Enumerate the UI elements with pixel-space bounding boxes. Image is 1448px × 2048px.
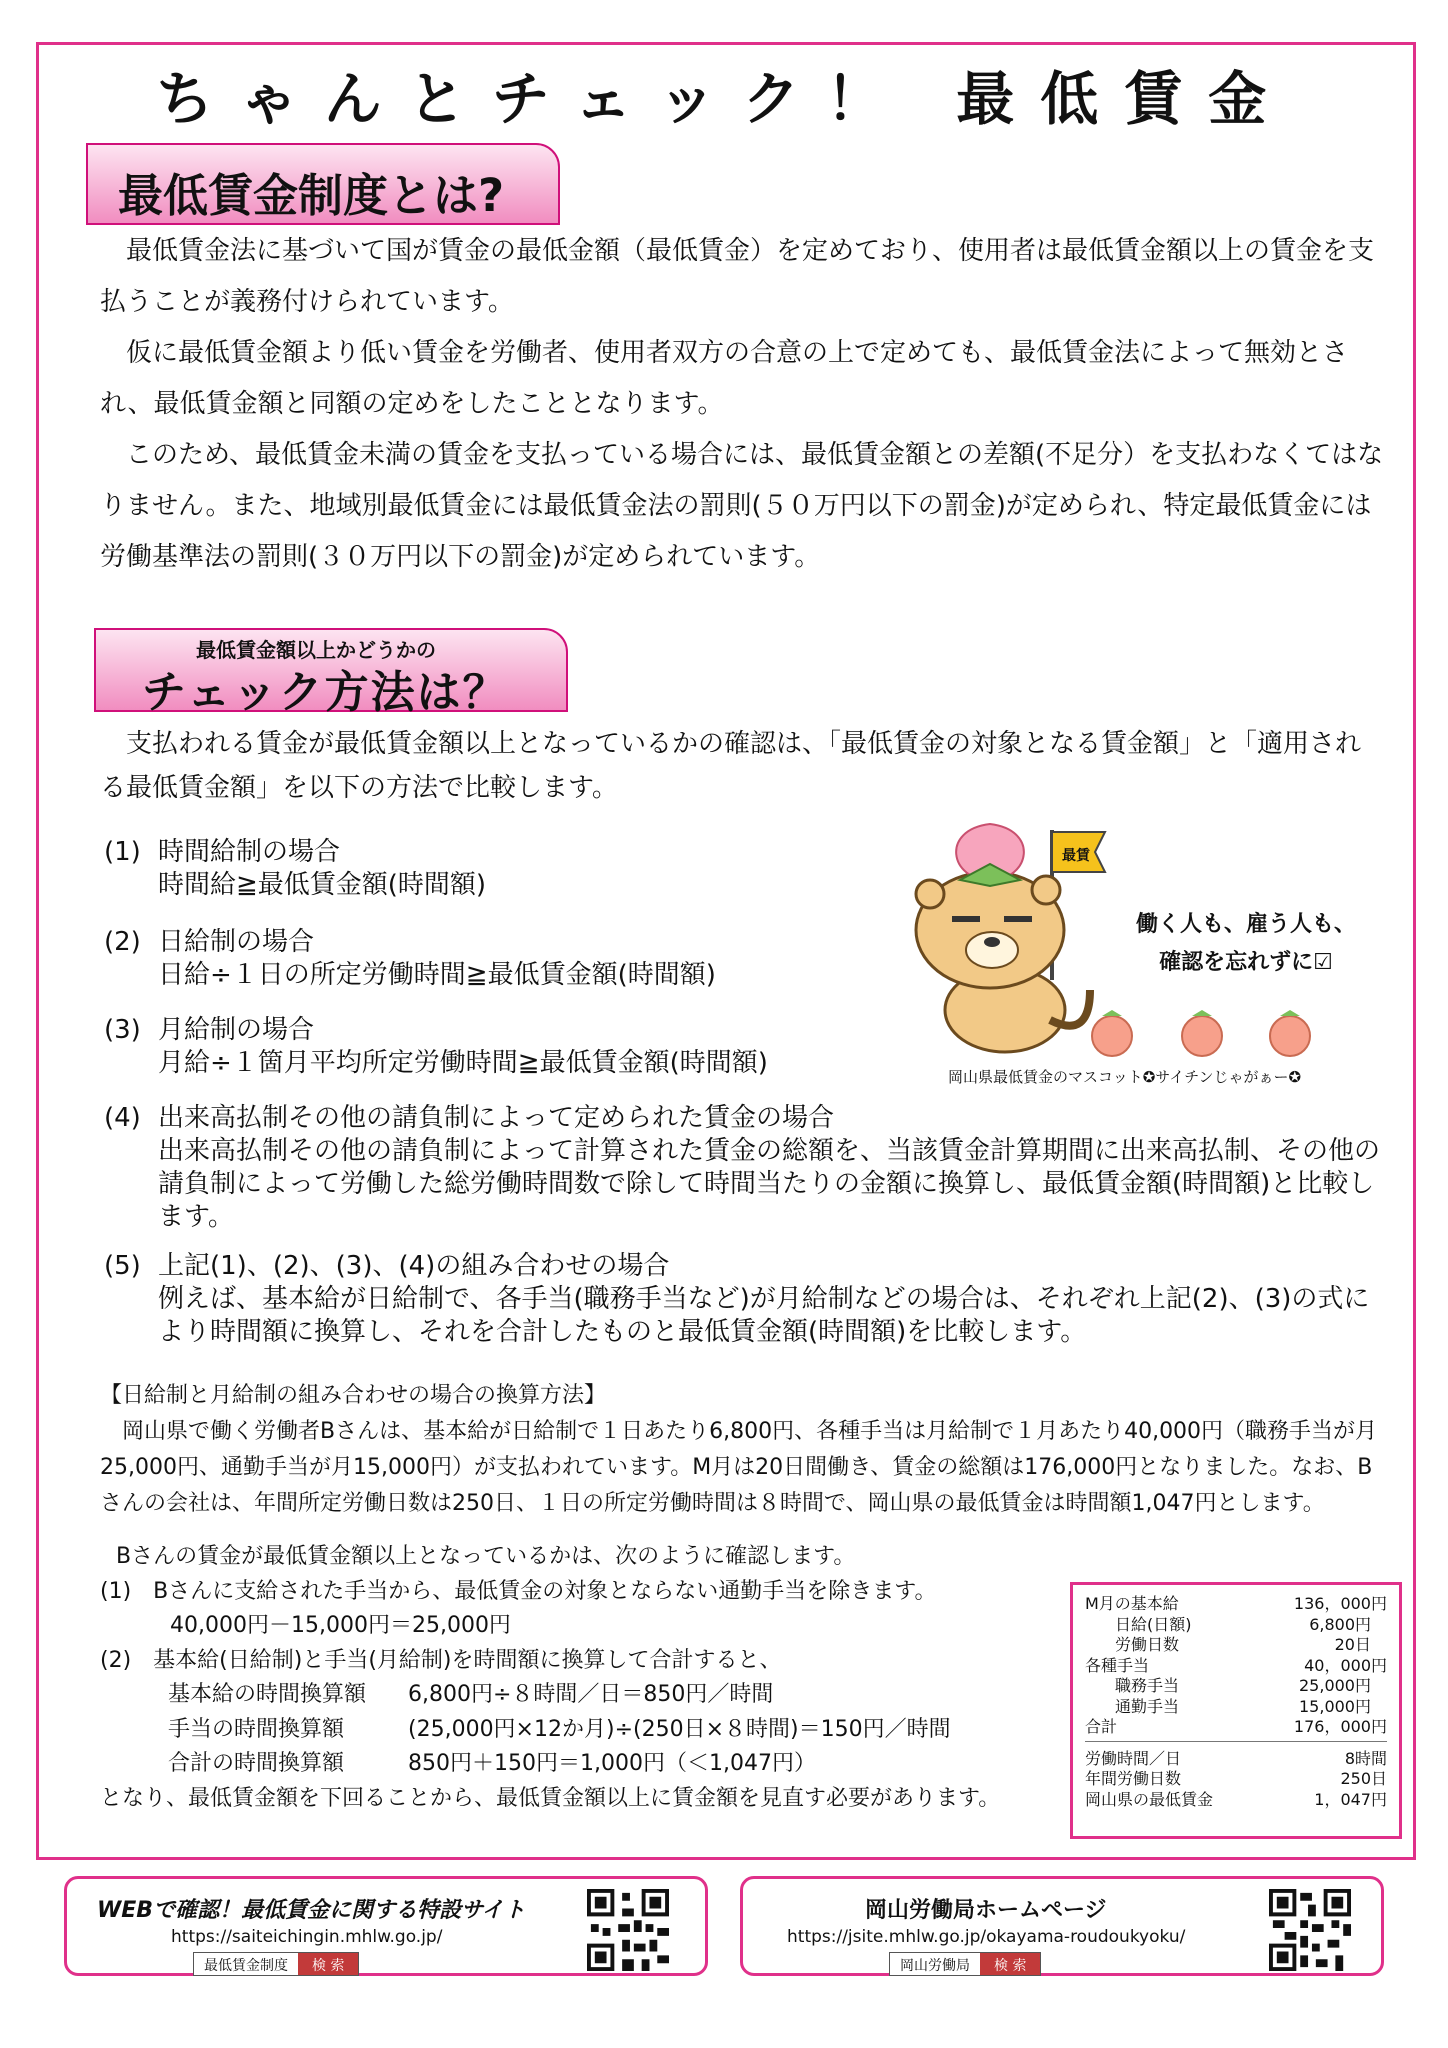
summary-row: [1085, 1632, 1387, 1653]
section2-intro-text: 支払われる賃金が最低賃金額以上となっているかの確認は、「最低賃金の対象となる賃金額」と「適用される最低賃金額」を以下の方法で比較します。: [100, 729, 1362, 803]
summary-row: [1085, 1714, 1387, 1735]
calc-value: 850円＋150円＝1,000円（＜1,047円）: [408, 1751, 816, 1776]
summary-row: [1085, 1673, 1387, 1694]
link-url[interactable]: https://saiteichingin.mhlw.go.jp/: [171, 1927, 443, 1947]
roudoukyoku-link-box[interactable]: [740, 1876, 1384, 1976]
item-body: 例えば、基本給が日給制で、各手当(職務手当など)が月給制などの場合は、それぞれ上記(2)、(3)の式により時間額に換算し、それを合計したものと最低賃金額(時間額)を比較します。: [158, 1284, 1370, 1347]
mascot-caption: 岡山県最低賃金のマスコット✪サイチンじゃがぁー✪: [948, 1068, 1302, 1086]
summary-row: [1085, 1653, 1387, 1674]
item-title: 上記(1)、(2)、(3)、(4)の組み合わせの場合: [158, 1251, 670, 1281]
summary-row: [1085, 1612, 1387, 1633]
summary-value: 1，047円: [1314, 1789, 1387, 1809]
summary-key: M月の基本給: [1085, 1594, 1179, 1613]
special-site-link-box[interactable]: [64, 1876, 708, 1976]
step-2-row: [100, 1747, 1080, 1782]
method-item-2: [104, 926, 716, 992]
summary-row: [1085, 1694, 1387, 1715]
example-lead: Bさんの賃金が最低賃金額以上となっているかは、次のように確認します。: [116, 1544, 856, 1569]
summary-row: [1085, 1746, 1387, 1767]
mascot-phrase-line: 働く人も、雇う人も、: [1136, 912, 1357, 937]
search-box[interactable]: [889, 1952, 1041, 1976]
calc-value: 6,800円÷８時間／日＝850円／時間: [408, 1682, 774, 1707]
item-number: (5): [104, 1251, 141, 1281]
method-item-4: [104, 1102, 1384, 1234]
link-title: WEBで確認！最低賃金に関する特設サイト: [97, 1898, 526, 1923]
summary-key: 岡山県の最低賃金: [1085, 1789, 1214, 1809]
section1-paragraph: 最低賃金法に基づいて国が賃金の最低金額（最低賃金）を定めており、使用者は最低賃金額以上の賃金を支払うことが義務付けられています。: [100, 236, 1375, 317]
mascot-illustration: [900, 820, 1360, 1090]
calc-value: (25,000円×12か月)÷(250日×８時間)＝150円／時間: [408, 1716, 951, 1742]
item-body: 出来高払制その他の請負制によって計算された賃金の総額を、当該賃金計算期間に出来高払制、その他の請負制によって労働した総労働時間数で除して時間当たりの金額に換算し、最低賃金額(時間額)と比較します。: [158, 1136, 1381, 1232]
summary-divider: [1085, 1741, 1387, 1742]
example-steps: [100, 1540, 1080, 1816]
summary-key: 日給(日額): [1115, 1614, 1192, 1634]
summary-value: 20日: [1334, 1635, 1371, 1654]
item-title: 時間給制の場合: [158, 837, 341, 867]
summary-key: 各種手当: [1085, 1655, 1150, 1675]
step-1-calc: 40,000円－15,000円＝25,000円: [170, 1613, 511, 1638]
section1-heading: 最低賃金制度とは?: [86, 143, 560, 225]
example-text: 岡山県で働く労働者Bさんは、基本給が日給制で１日あたり6,800円、各種手当は月給制で１月あたり40,000円（職務手当が月25,000円、通勤手当が月15,000円）が支払われています。M月は20日間働き、賃金の総額は176,000円となりました。なお、Bさんの会社は、年間所定労働日数は250日、１日の所定労働時間は８時間で、岡山県の最低賃金は時間額1,047円とします。: [100, 1419, 1378, 1516]
item-body: 時間給≧最低賃金額(時間額): [158, 870, 487, 900]
summary-value: 25,000円: [1299, 1676, 1371, 1695]
search-query: 岡山労働局: [890, 1953, 980, 1975]
qr-code-icon: [587, 1889, 669, 1971]
summary-key: 職務手当: [1115, 1676, 1180, 1695]
flag-text: 最賃: [1062, 848, 1090, 864]
peach-icon: [1092, 1010, 1310, 1056]
link-title: 岡山労働局ホームページ: [865, 1898, 1107, 1923]
section1-body: [100, 226, 1384, 583]
item-body: 日給÷１日の所定労働時間≧最低賃金額(時間額): [158, 960, 716, 990]
example-conclusion: となり、最低賃金額を下回ることから、最低賃金額以上に賃金額を見直す必要があります。: [100, 1785, 1001, 1811]
section2-heading: [94, 628, 568, 718]
mascot-phrase-line: 確認を忘れずに☑: [1159, 950, 1333, 975]
example-heading: 【日給制と月給制の組み合わせの場合の換算方法】: [100, 1383, 607, 1408]
summary-value: 40，000円: [1304, 1655, 1387, 1675]
link-url[interactable]: https://jsite.mhlw.go.jp/okayama-roudoukyoku/: [787, 1927, 1186, 1947]
method-item-1: [104, 836, 486, 902]
summary-value: 8時間: [1344, 1748, 1387, 1768]
search-query: 最低賃金制度: [194, 1953, 298, 1975]
method-item-3: [104, 1014, 768, 1080]
search-button[interactable]: 検 索: [980, 1953, 1040, 1975]
section2-subheading: 最低賃金額以上かどうかの: [196, 638, 436, 662]
summary-row: [1085, 1766, 1387, 1787]
section1-paragraph: 仮に最低賃金額より低い賃金を労働者、使用者双方の合意の上で定めても、最低賃金法によって無効とされ、最低賃金額と同額の定めをしたこととなります。: [100, 338, 1349, 419]
summary-key: 労働日数: [1115, 1635, 1180, 1654]
item-title: 月給制の場合: [158, 1015, 315, 1045]
calc-label: 手当の時間換算額: [168, 1716, 345, 1742]
section2-intro: [100, 722, 1384, 810]
page-title: ちゃんとチェック！ 最低賃金: [155, 65, 1293, 133]
item-title: 出来高払制その他の請負制によって定められた賃金の場合: [158, 1103, 835, 1133]
summary-value: 176，000円: [1293, 1717, 1387, 1736]
item-number: (4): [104, 1103, 141, 1133]
summary-value: 136，000円: [1293, 1594, 1387, 1613]
item-body: 月給÷１箇月平均所定労働時間≧最低賃金額(時間額): [158, 1048, 768, 1078]
section2-heading-text: チェック方法は？: [142, 667, 509, 718]
item-title: 日給制の場合: [158, 927, 315, 957]
summary-key: 合計: [1085, 1717, 1118, 1736]
summary-row: [1085, 1591, 1387, 1612]
summary-value: 250日: [1340, 1769, 1387, 1788]
step-2-row: [100, 1713, 1080, 1748]
example-block: [100, 1378, 1380, 1522]
item-number: (3): [104, 1015, 141, 1045]
summary-key: 年間労働日数: [1085, 1769, 1182, 1788]
calc-label: 合計の時間換算額: [168, 1751, 345, 1776]
item-number: (2): [104, 927, 141, 957]
method-item-5: [104, 1250, 1384, 1349]
summary-value: 6,800円: [1309, 1614, 1371, 1634]
step-1: (1) Bさんに支給された手当から、最低賃金の対象とならない通勤手当を除きます。: [100, 1578, 937, 1604]
summary-key: 労働時間／日: [1085, 1748, 1182, 1768]
summary-value: 15,000円: [1299, 1696, 1371, 1716]
search-box[interactable]: [193, 1952, 359, 1976]
summary-row: [1085, 1787, 1387, 1808]
summary-key: 通勤手当: [1115, 1696, 1180, 1716]
step-2-row: [100, 1678, 1080, 1713]
section1-paragraph: このため、最低賃金未満の賃金を支払っている場合には、最低賃金額との差額(不足分）を支払わなくてはなりません。また、地域別最低賃金には最低賃金法の罰則(５０万円以下の罰金)が定められ、特定最低賃金には労働基準法の罰則(３０万円以下の罰金)が定められています。: [100, 440, 1384, 572]
mascot-phrase: [1136, 906, 1356, 982]
calc-label: 基本給の時間換算額: [168, 1682, 367, 1707]
summary-table: [1070, 1582, 1402, 1839]
qr-code-icon: [1269, 1889, 1351, 1971]
step-2: (2) 基本給(日給制)と手当(月給制)を時間額に換算して合計すると、: [100, 1647, 782, 1673]
item-number: (1): [104, 837, 141, 867]
search-button[interactable]: 検 索: [298, 1953, 358, 1975]
